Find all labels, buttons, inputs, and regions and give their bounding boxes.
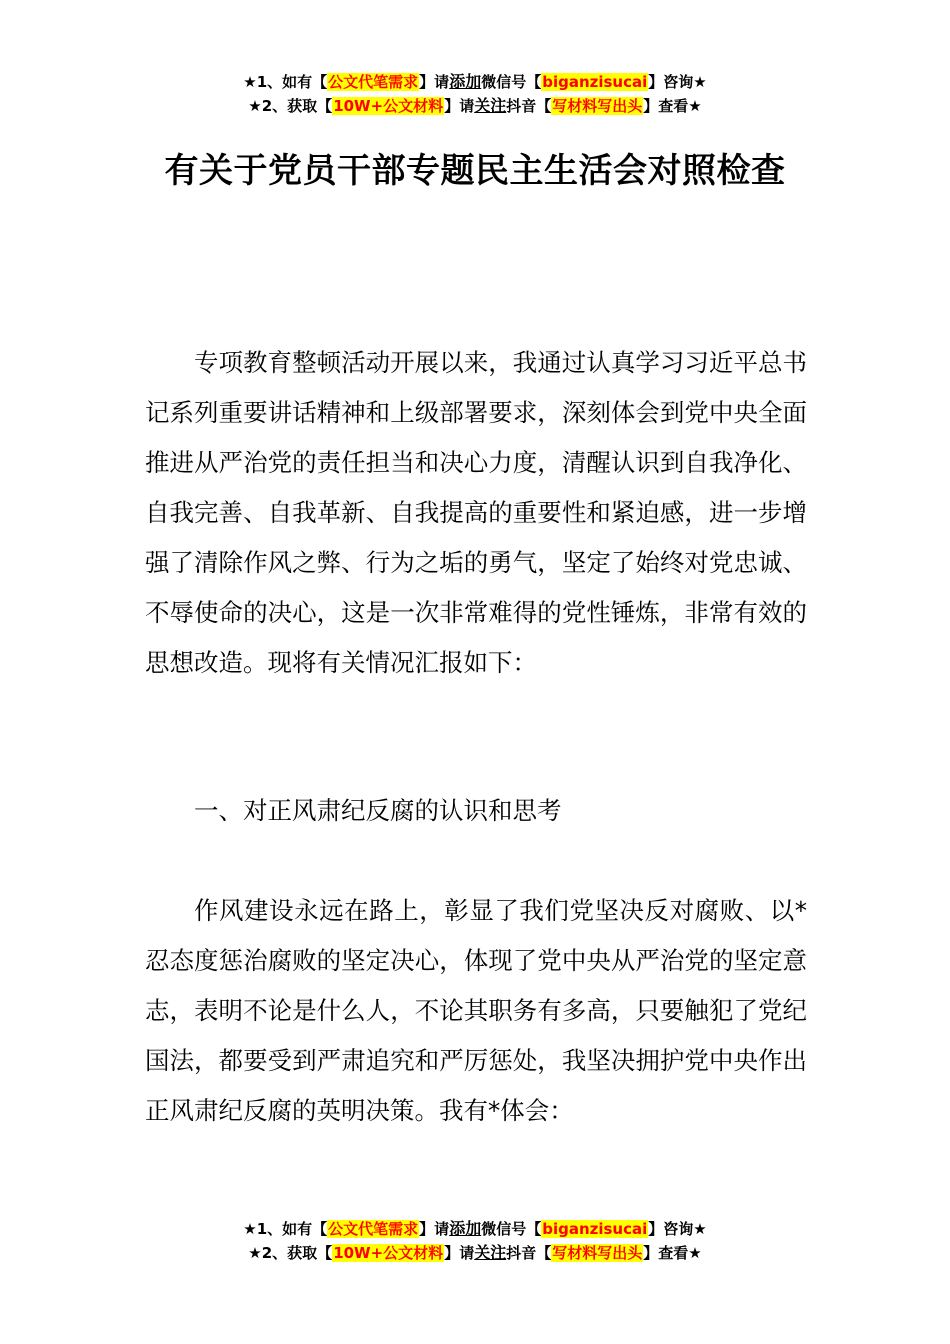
banner-1-prefix: ★1、如有【	[243, 73, 328, 91]
banner-line-1	[0, 70, 950, 94]
banner-2-highlight-materials: 10W+公文材料	[333, 97, 444, 115]
banner-2-middle-2: 抖音【	[506, 1244, 552, 1262]
banner-2-middle-2: 抖音【	[506, 97, 552, 115]
banner-1-underline: 添加	[449, 1219, 482, 1238]
banner-1-suffix: 】咨询★	[648, 1220, 707, 1238]
banner-2-suffix: 】查看★	[643, 97, 702, 115]
banner-1-highlight-wechat: biganzisucai	[542, 1220, 648, 1238]
banner-1-middle-2: 微信号【	[481, 73, 542, 91]
banner-2-highlight-materials: 10W+公文材料	[333, 1244, 444, 1262]
banner-1-highlight-wechat: biganzisucai	[542, 73, 648, 91]
banner-1-prefix: ★1、如有【	[243, 1220, 328, 1238]
document-title: 有关于党员干部专题民主生活会对照检查	[164, 151, 786, 191]
section-heading-1: 一、对正风肃纪反腐的认识和思考	[194, 796, 562, 825]
banner-1-highlight-service: 公文代笔需求	[328, 73, 419, 91]
paragraph-section-1: 作风建设永远在路上，彰显了我们党坚决反对腐败、以*忍态度惩治腐败的坚定决心，体现了党中央从严治党的坚定意志，表明不论是什么人，不论其职务有多高，只要触犯了党纪国法，都要受到严肃追究和严厉惩处，我坚决拥护党中央作出正风肃纪反腐的英明决策。我有*体会：	[145, 896, 807, 1125]
footer-banner	[0, 1217, 950, 1265]
header-banner	[0, 70, 950, 118]
banner-line-1	[0, 1217, 950, 1241]
banner-1-underline: 添加	[449, 72, 482, 91]
banner-2-middle: 】请	[444, 97, 475, 115]
banner-2-prefix: ★2、获取【	[248, 1244, 333, 1262]
banner-2-underline: 关注	[474, 1243, 507, 1262]
banner-2-suffix: 】查看★	[643, 1244, 702, 1262]
banner-2-middle: 】请	[444, 1244, 475, 1262]
banner-2-prefix: ★2、获取【	[248, 97, 333, 115]
banner-1-middle: 】请	[419, 73, 450, 91]
banner-2-highlight-douyin: 写材料写出头	[552, 97, 643, 115]
banner-1-middle: 】请	[419, 1220, 450, 1238]
banner-line-2	[0, 94, 950, 118]
banner-2-highlight-douyin: 写材料写出头	[552, 1244, 643, 1262]
banner-2-underline: 关注	[474, 96, 507, 115]
banner-1-middle-2: 微信号【	[481, 1220, 542, 1238]
paragraph-intro: 专项教育整顿活动开展以来，我通过认真学习习近平总书记系列重要讲话精神和上级部署要求，深刻体会到党中央全面推进从严治党的责任担当和决心力度，清醒认识到自我净化、自我完善、自我革新、自我提高的重要性和紧迫感，进一步增强了清除作风之弊、行为之垢的勇气，坚定了始终对党忠诚、不辱使命的决心，这是一次非常难得的党性锤炼，非常有效的思想改造。现将有关情况汇报如下：	[145, 348, 807, 677]
banner-line-2	[0, 1241, 950, 1265]
banner-1-highlight-service: 公文代笔需求	[328, 1220, 419, 1238]
banner-1-suffix: 】咨询★	[648, 73, 707, 91]
